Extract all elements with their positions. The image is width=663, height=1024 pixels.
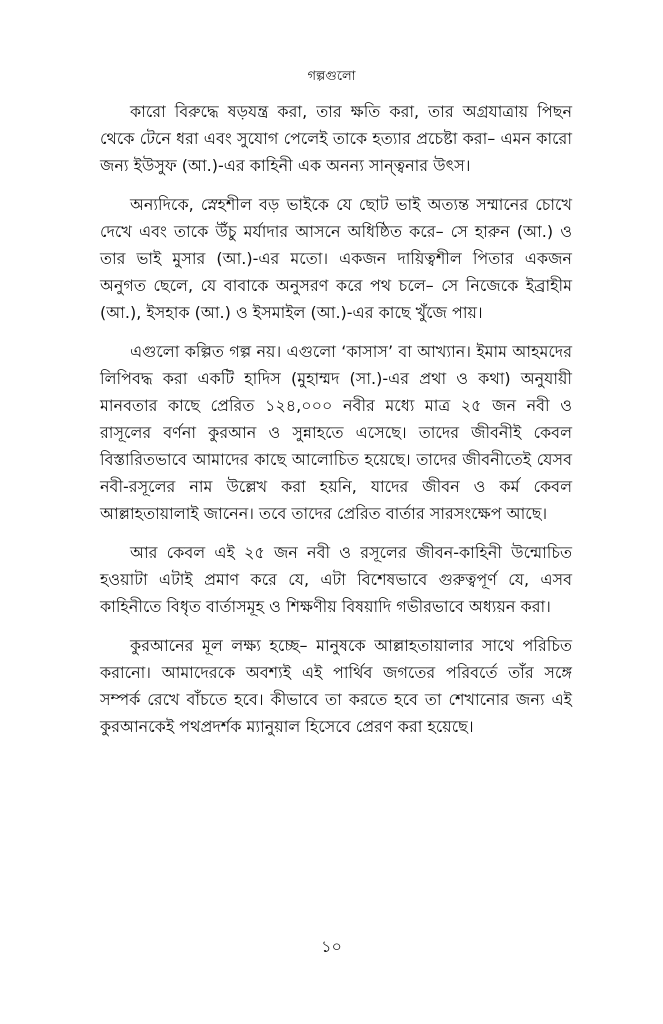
paragraph-qasas: এগুলো কল্পিত গল্প নয়। এগুলো ‘কাসাস’ বা আখ্যান। ইমাম আহমদের লিপিবদ্ধ করা একটি হাদিস (মুহাম্মদ (সা.)-এর প্রথা ও কথা) অনুযায়ী মানবতার কাছে প্রেরিত ১২৪,০০০ নবীর মধ্যে মাত্র ২৫ জন নবী ও রাসূলের বর্ণনা কুরআন ও সুন্নাহতে এসেছে। তাদের জীবনীই কেবল বিস্তারিতভাবে আমাদের কাছে আলোচিত হয়েছে। তাদের জীবনীতেই যেসব নবী-রসূলের নাম উল্লেখ করা হয়নি, যাদের জীবন ও কর্ম কেবল আল্লাহতায়ালাই জানেন। তবে তাদের প্রেরিত বার্তার সারসংক্ষেপ আছে।	[100, 342, 572, 523]
page-number: ১০	[321, 937, 342, 956]
paragraph-yusuf: কারো বিরুদ্ধে ষড়যন্ত্র করা, তার ক্ষতি করা, তার অগ্রযাত্রায় পিছন থেকে টেনে ধরা এবং সুযোগ পেলেই তাকে হত্যার প্রচেষ্টা করা– এমন কারো জন্য ইউসুফ (আ.)-এর কাহিনী এক অনন্য সান্ত্বনার উৎস।	[100, 102, 572, 175]
paragraph-twenty-five-prophets: আর কেবল এই ২৫ জন নবী ও রসূলের জীবন-কাহিনী উন্মোচিত হওয়াটা এটাই প্রমাণ করে যে, এটা বিশেষভাবে গুরুত্বপূর্ণ যে, এসব কাহিনীতে বিধৃত বার্তাসমূহ ও শিক্ষণীয় বিষয়াদি গভীরভাবে অধ্যয়ন করা।	[100, 543, 572, 616]
paragraph-brothers: অন্যদিকে, স্নেহশীল বড় ভাইকে যে ছোট ভাই অত্যন্ত সম্মানের চোখে দেখে এবং তাকে উঁচু মর্যাদার আসনে অধিষ্ঠিত করে– সে হারুন (আ.) ও তার ভাই মুসার (আ.)-এর মতো। একজন দায়িত্বশীল পিতার একজন অনুগত ছেলে, যে বাবাকে অনুসরণ করে পথ চলে– সে নিজেকে ইব্রাহীম (আ.), ইসহাক (আ.) ও ইসমাইল (আ.)-এর কাছে খুঁজে পায়।	[100, 195, 572, 322]
body-text	[100, 98, 572, 752]
paragraph-quran-purpose: কুরআনের মূল লক্ষ্য হচ্ছে– মানুষকে আল্লাহতায়ালার সাথে পরিচিত করানো। আমাদেরকে অবশ্যই এই পার্থিব জগতের পরিবর্তে তাঁর সঙ্গে সম্পর্ক রেখে বাঁচতে হবে। কীভাবে তা করতে হবে তা শেখানোর জন্য এই কুরআনকেই পথপ্রদর্শক ম্যানুয়াল হিসেবে প্রেরণ করা হয়েছে।	[100, 636, 572, 736]
running-header: গল্পগুলো	[307, 69, 356, 84]
